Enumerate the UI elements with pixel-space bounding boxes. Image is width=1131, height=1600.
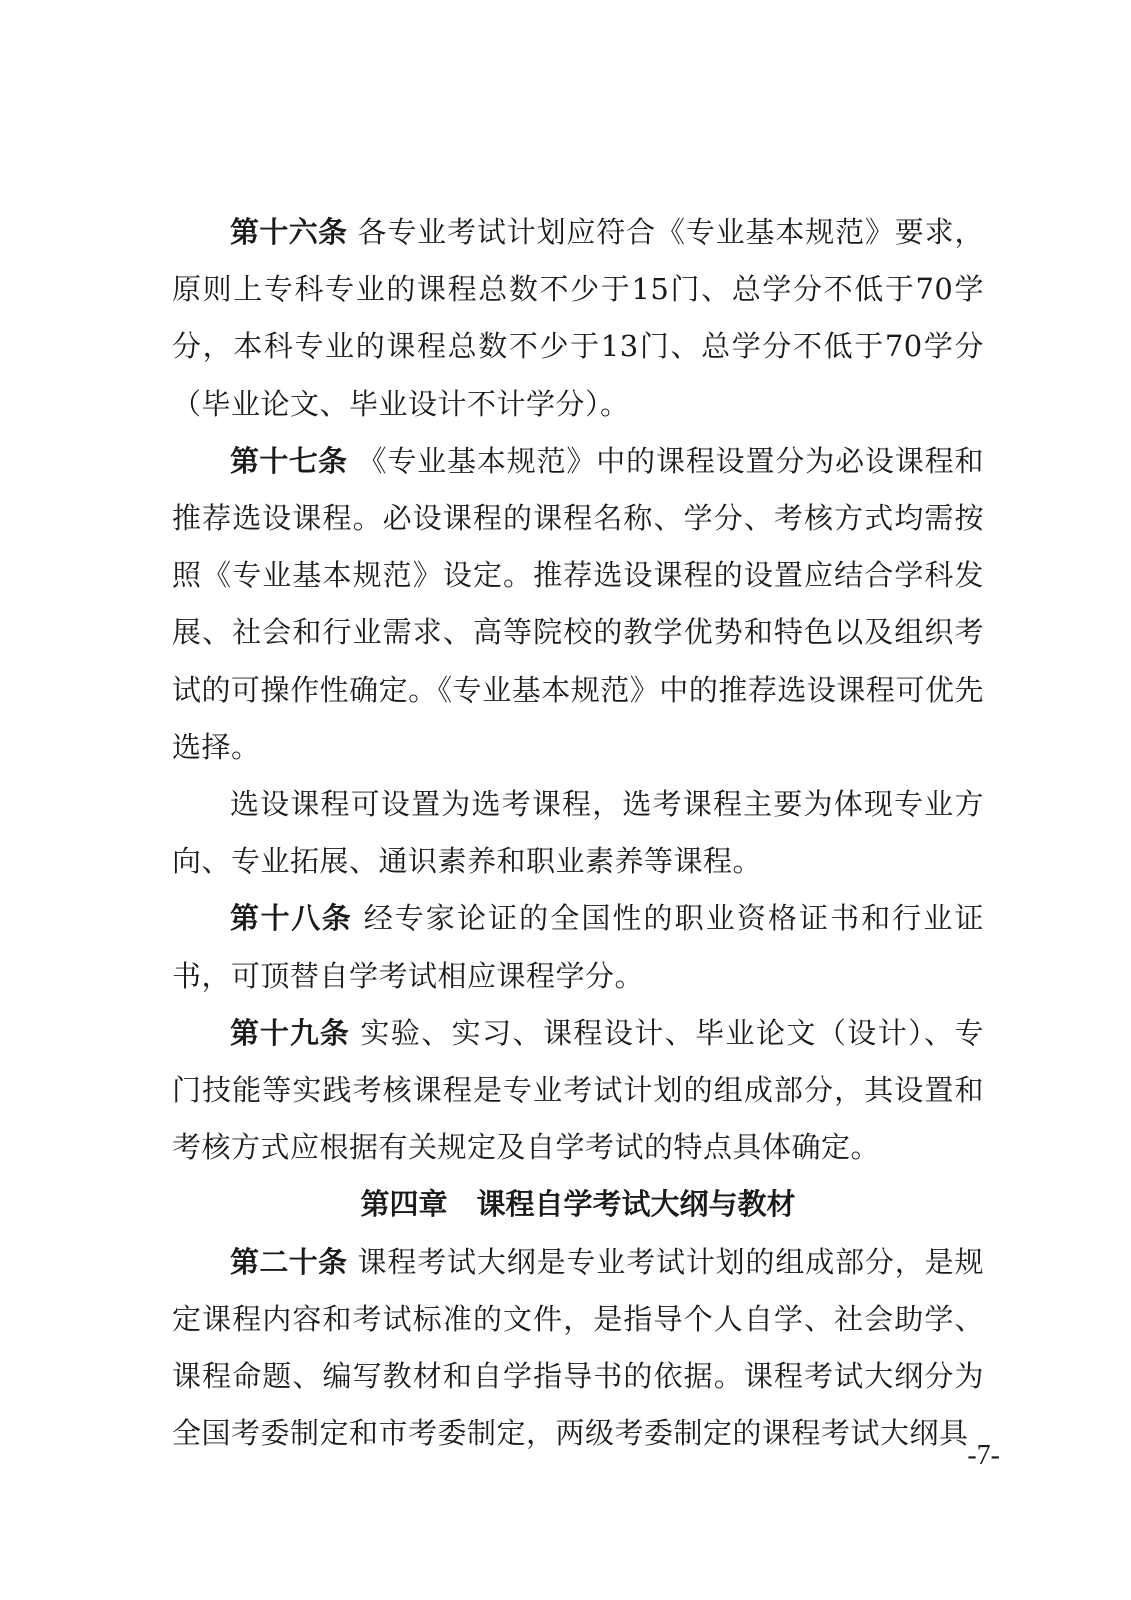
article-17-heading: 第十七条 <box>230 443 348 478</box>
article-19-text: 实验、实习、课程设计、毕业论文（设计）、专门技能等实践考核课程是专业考试计划的组成部分，其设置和考核方式应根据有关规定及自学考试的特点具体确定。 <box>172 1015 984 1165</box>
elective-courses-paragraph <box>172 776 984 890</box>
article-18-heading: 第十八条 <box>230 901 353 936</box>
chapter-heading <box>172 1176 984 1233</box>
article-17-text: 《专业基本规范》中的课程设置分为必设课程和推荐选设课程。必设课程的课程名称、学分、考核方式均需按照《专业基本规范》设定。推荐选设课程的设置应结合学科发展、社会和行业需求、高等院校的教学优势和特色以及组织考试的可操作性确定。《专业基本规范》中的推荐选设课程可优先选择。 <box>172 443 984 764</box>
page-number: -7- <box>967 1440 1000 1471</box>
article-16-text: 各专业考试计划应符合《专业基本规范》要求，原则上专科专业的课程总数不少于15门、总学分不低于70学分，本科专业的课程总数不少于13门、总学分不低于70学分（毕业论文、毕业设计不计学分）。 <box>172 215 984 421</box>
article-19-heading: 第十九条 <box>230 1015 350 1050</box>
article-17-paragraph <box>172 433 984 776</box>
article-20-heading: 第二十条 <box>230 1244 348 1279</box>
article-19-paragraph <box>172 1005 984 1177</box>
article-20-text: 课程考试大纲是专业考试计划的组成部分，是规定课程内容和考试标准的文件，是指导个人自学、社会助学、课程命题、编写教材和自学指导书的依据。课程考试大纲分为全国考委制定和市考委制定，两级考委制定的课程考试大纲具 <box>172 1244 984 1451</box>
document-body <box>172 204 984 1462</box>
elective-courses-text: 选设课程可设置为选考课程，选考课程主要为体现专业方向、专业拓展、通识素养和职业素养等课程。 <box>172 787 984 879</box>
article-18-paragraph <box>172 890 984 1004</box>
article-20-paragraph <box>172 1234 984 1463</box>
article-16-paragraph <box>172 204 984 433</box>
article-16-heading: 第十六条 <box>230 215 348 249</box>
article-18-text: 经专家论证的全国性的职业资格证书和行业证书，可顶替自学考试相应课程学分。 <box>172 901 984 993</box>
chapter-title: 课程自学考试大纲与教材 <box>476 1187 796 1222</box>
chapter-number: 第四章 <box>360 1187 448 1222</box>
